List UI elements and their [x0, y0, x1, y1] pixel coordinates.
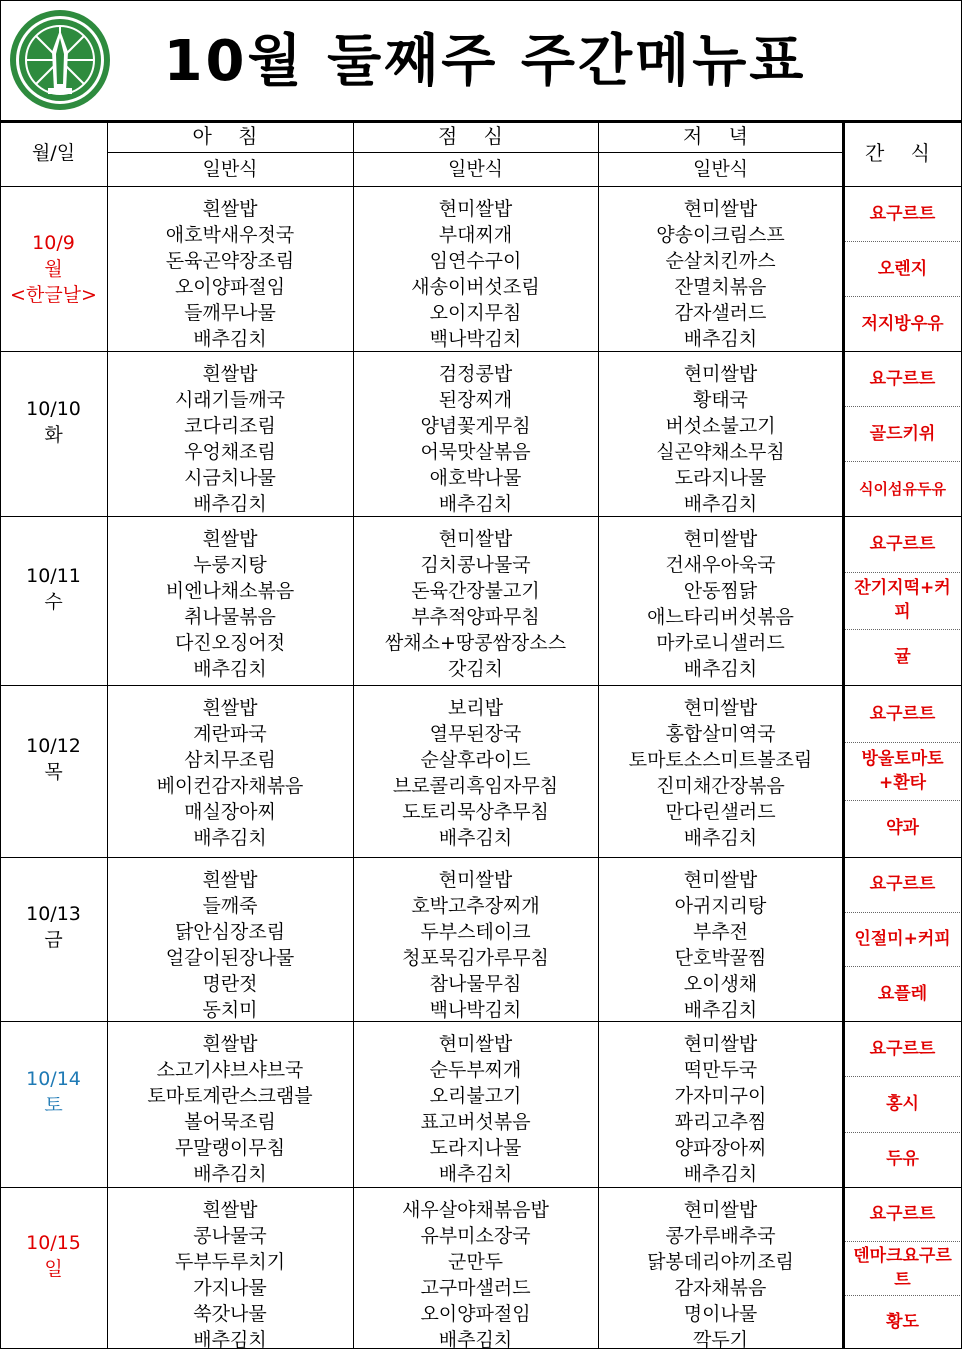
menu-item: 배추김치 — [438, 493, 513, 515]
menu-item: 호박고추장찌개 — [411, 895, 540, 917]
menu-item: 단호박꿀찜 — [674, 947, 767, 969]
menu-item: 흰쌀밥 — [202, 697, 258, 719]
menu-item: 만다린샐러드 — [665, 801, 776, 823]
menu-item: 콩나물국 — [193, 1225, 267, 1247]
menu-item: 베이컨감자채볶음 — [156, 775, 304, 797]
menu-item: 취나물볶음 — [184, 606, 276, 628]
snack-item: 요플레 — [877, 983, 928, 1004]
menu-item: 현미쌀밥 — [683, 1033, 758, 1055]
menu-item: 오이양파절임 — [174, 276, 286, 298]
snack-item: 식이섬유두유 — [859, 479, 946, 498]
breakfast-cell — [107, 695, 353, 857]
lunch-cell — [353, 695, 598, 857]
menu-item: 흰쌀밥 — [202, 1033, 258, 1055]
date-date: 10/12 — [26, 735, 81, 757]
menu-item: 오리불고기 — [429, 1085, 522, 1107]
snack-item: 오렌지 — [877, 258, 928, 279]
menu-item: 오이지무침 — [429, 302, 522, 324]
menu-item: 실곤약채소무침 — [656, 441, 785, 463]
snack-item: 인절미+커피 — [854, 928, 951, 949]
menu-item: 깍두기 — [692, 1329, 749, 1351]
menu-item: 명이나물 — [683, 1303, 758, 1325]
menu-item: 청포묵김가루무침 — [402, 947, 549, 969]
snack-item: 요구르트 — [869, 1204, 936, 1224]
menu-item: 버섯소불고기 — [665, 415, 776, 437]
menu-item: 양송이크림스프 — [656, 224, 785, 246]
breakfast-cell — [107, 361, 353, 516]
snack-column-header: 간 식 — [865, 141, 940, 165]
menu-item: 배추김치 — [193, 827, 267, 849]
meal-header-0: 아 침 — [192, 124, 268, 148]
date-weekday: 화 — [44, 423, 63, 446]
menu-item: 김치콩나물국 — [420, 554, 531, 576]
menu-item: 배추김치 — [193, 493, 267, 515]
menu-item: 잔멸치볶음 — [674, 276, 767, 298]
menu-item: 배추김치 — [683, 999, 758, 1021]
menu-item: 황태국 — [692, 389, 749, 411]
snack-item: 골드키위 — [869, 423, 936, 444]
breakfast-cell — [107, 867, 353, 1021]
breakfast-cell — [107, 1197, 353, 1349]
menu-item: 배추김치 — [193, 328, 267, 350]
menu-item: 떡만두국 — [683, 1059, 758, 1081]
dinner-cell — [598, 1197, 843, 1349]
menu-item: 감자채볶음 — [674, 1277, 767, 1299]
menu-item: 현미쌀밥 — [438, 198, 513, 220]
dinner-cell — [598, 526, 843, 685]
menu-item: 현미쌀밥 — [438, 869, 513, 891]
menu-item: 현미쌀밥 — [683, 363, 758, 385]
menu-item: 흰쌀밥 — [202, 528, 258, 550]
lunch-cell — [353, 196, 598, 351]
menu-item: 보리밥 — [447, 697, 504, 719]
menu-item: 돈육간장불고기 — [411, 580, 540, 602]
breakfast-cell — [107, 196, 353, 351]
snack-item: 잔기지떡+커피 — [854, 578, 951, 623]
menu-item: 도토리묵상추무침 — [402, 801, 549, 823]
menu-item: 우엉채조림 — [184, 441, 276, 463]
date-note: <한글날> — [10, 283, 97, 306]
lunch-cell — [353, 361, 598, 516]
date-date: 10/13 — [26, 903, 81, 925]
emblem-logo — [8, 8, 112, 112]
menu-item: 브로콜리흑임자무침 — [392, 775, 559, 797]
row-rule — [0, 186, 962, 187]
date-cell — [0, 516, 107, 685]
breakfast-cell — [107, 1031, 353, 1187]
snack-item: 귤 — [894, 646, 911, 667]
menu-item: 배추김치 — [438, 1329, 513, 1351]
menu-item: 코다리조림 — [184, 415, 276, 437]
menu-item: 배추김치 — [193, 1163, 267, 1185]
menu-item: 갓김치 — [447, 658, 504, 680]
menu-item: 두부두루치기 — [174, 1251, 286, 1273]
menu-item: 애호박새우젓국 — [165, 224, 295, 246]
menu-item: 얼갈이된장나물 — [165, 947, 295, 969]
menu-item: 배추김치 — [683, 493, 758, 515]
menu-item: 현미쌀밥 — [683, 528, 758, 550]
menu-item: 현미쌀밥 — [438, 1033, 513, 1055]
menu-item: 가지나물 — [193, 1277, 267, 1299]
dinner-cell — [598, 361, 843, 516]
row-rule — [0, 1187, 962, 1188]
lunch-cell — [353, 1197, 598, 1349]
date-date: 10/15 — [26, 1232, 81, 1254]
meal-subheader-0: 일반식 — [202, 158, 258, 180]
date-date: 10/10 — [26, 397, 81, 420]
menu-item: 배추김치 — [683, 1163, 758, 1185]
dinner-cell — [598, 867, 843, 1021]
menu-item: 고구마샐러드 — [420, 1277, 531, 1299]
menu-item: 도라지나물 — [674, 467, 767, 489]
lunch-cell — [353, 1031, 598, 1187]
date-weekday: 금 — [44, 929, 63, 951]
page-title: 10월 둘째주 주간메뉴표 — [163, 29, 807, 94]
menu-item: 오이생채 — [683, 973, 758, 995]
menu-item: 배추김치 — [683, 658, 758, 680]
menu-item: 마카로니샐러드 — [656, 632, 785, 654]
snack-item: 약과 — [886, 818, 919, 839]
menu-item: 두부스테이크 — [420, 921, 531, 943]
menu-item: 동치미 — [202, 999, 258, 1021]
menu-item: 표고버섯볶음 — [420, 1111, 531, 1133]
lunch-cell — [353, 526, 598, 685]
menu-item: 흰쌀밥 — [202, 869, 258, 891]
menu-item: 쌈채소+땅콩쌈장소스 — [384, 632, 567, 654]
menu-item: 현미쌀밥 — [683, 198, 758, 220]
date-cell — [0, 186, 107, 351]
snack-item: 요구르트 — [869, 203, 936, 224]
menu-item: 순살치킨까스 — [665, 250, 776, 272]
menu-item: 양파장아찌 — [674, 1137, 767, 1159]
menu-item: 백나박김치 — [429, 999, 522, 1021]
menu-item: 매실장아찌 — [184, 801, 276, 823]
menu-item: 시금치나물 — [184, 467, 276, 489]
menu-item: 순두부찌개 — [429, 1059, 522, 1081]
menu-item: 안동찜닭 — [683, 580, 758, 602]
menu-item: 닭봉데리야끼조림 — [647, 1251, 794, 1273]
date-column-header: 월/일 — [31, 142, 76, 164]
date-cell — [0, 685, 107, 857]
menu-item: 다진오징어젓 — [174, 632, 286, 654]
menu-item: 돈육곤약장조림 — [165, 250, 295, 272]
dinner-cell — [598, 695, 843, 857]
menu-item: 명란젓 — [202, 973, 258, 995]
date-cell — [0, 857, 107, 1021]
date-weekday: 수 — [44, 590, 63, 613]
date-date: 10/14 — [26, 1068, 81, 1090]
row-rule — [0, 857, 962, 858]
date-weekday: 월 — [44, 257, 63, 280]
menu-item: 닭안심장조림 — [174, 921, 286, 943]
snack-item: 덴마크요구르트 — [853, 1246, 952, 1290]
snack-item: 요구르트 — [869, 1038, 936, 1059]
snack-item: 요구르트 — [869, 703, 936, 724]
menu-item: 흰쌀밥 — [202, 363, 258, 385]
menu-item: 된장찌개 — [438, 389, 513, 411]
date-cell — [0, 351, 107, 516]
menu-item: 새우살야채볶음밥 — [402, 1199, 549, 1221]
menu-item: 들깨무나물 — [184, 302, 276, 324]
menu-item: 삼치무조림 — [184, 749, 276, 771]
meal-subheader-2: 일반식 — [692, 158, 749, 180]
snack-item: 저지방우유 — [861, 313, 944, 334]
menu-item: 소고기샤브샤브국 — [156, 1059, 304, 1081]
menu-item: 오이양파절임 — [420, 1303, 531, 1325]
menu-item: 현미쌀밥 — [683, 869, 758, 891]
menu-item: 배추김치 — [438, 1163, 513, 1185]
menu-item: 토마토계란스크램블 — [147, 1085, 313, 1107]
menu-item: 감자샐러드 — [674, 302, 767, 324]
lunch-cell — [353, 867, 598, 1021]
date-cell — [0, 1021, 107, 1187]
date-date: 10/11 — [26, 564, 81, 587]
menu-item: 계란파국 — [193, 723, 267, 745]
menu-item: 토마토소스미트볼조림 — [628, 749, 813, 771]
menu-item: 배추김치 — [683, 827, 758, 849]
menu-item: 아귀지리탕 — [674, 895, 767, 917]
meal-subheader-1: 일반식 — [447, 158, 504, 180]
menu-item: 부대찌개 — [438, 224, 513, 246]
menu-item: 꽈리고추찜 — [674, 1111, 767, 1133]
menu-item: 유부미소장국 — [420, 1225, 531, 1247]
snack-item: 요구르트 — [869, 368, 936, 389]
menu-item: 현미쌀밥 — [438, 528, 513, 550]
menu-item: 배추김치 — [193, 1329, 267, 1351]
menu-item: 부추전 — [692, 921, 749, 943]
menu-item: 어묵맛살볶음 — [420, 441, 531, 463]
date-date: 10/9 — [32, 231, 75, 254]
menu-item: 흰쌀밥 — [202, 198, 258, 220]
menu-item: 열무된장국 — [429, 723, 522, 745]
meal-header-1: 점 심 — [438, 124, 513, 148]
menu-item: 콩가루배추국 — [665, 1225, 776, 1247]
menu-item: 현미쌀밥 — [683, 1199, 758, 1221]
dinner-cell — [598, 1031, 843, 1187]
snack-item: 두유 — [886, 1149, 919, 1170]
menu-item: 쑥갓나물 — [193, 1303, 267, 1325]
snack-item: 황도 — [886, 1312, 919, 1332]
menu-item: 홍합살미역국 — [665, 723, 776, 745]
breakfast-cell — [107, 526, 353, 685]
menu-item: 임연수구이 — [429, 250, 522, 272]
date-cell — [0, 1187, 107, 1349]
menu-item: 들깨죽 — [202, 895, 258, 917]
menu-item: 비엔나채소볶음 — [165, 580, 295, 602]
menu-item: 배추김치 — [438, 827, 513, 849]
snack-item: 요구르트 — [869, 874, 936, 895]
menu-item: 배추김치 — [683, 328, 758, 350]
date-weekday: 일 — [44, 1258, 63, 1280]
menu-item: 볼어묵조림 — [184, 1111, 276, 1133]
snack-item: 홍시 — [886, 1093, 919, 1114]
dinner-cell — [598, 196, 843, 351]
menu-item: 군만두 — [447, 1251, 504, 1273]
menu-item: 무말랭이무침 — [174, 1137, 286, 1159]
menu-item: 가자미구이 — [674, 1085, 767, 1107]
menu-item: 시래기들깨국 — [174, 389, 286, 411]
date-weekday: 목 — [44, 761, 63, 783]
date-weekday: 토 — [44, 1094, 63, 1116]
menu-item: 참나물무침 — [429, 973, 522, 995]
menu-item: 애느타리버섯볶음 — [647, 606, 794, 628]
snack-item: 요구르트 — [869, 534, 936, 555]
menu-item: 새송이버섯조림 — [411, 276, 540, 298]
menu-item: 현미쌀밥 — [683, 697, 758, 719]
menu-item: 백나박김치 — [429, 328, 522, 350]
menu-item: 진미채간장볶음 — [656, 775, 785, 797]
menu-item: 부추적양파무침 — [411, 606, 540, 628]
menu-item: 검정콩밥 — [438, 363, 513, 385]
menu-item: 애호박나물 — [429, 467, 522, 489]
header — [0, 0, 962, 118]
row-rule — [0, 685, 962, 686]
menu-item: 양념꽃게무침 — [420, 415, 531, 437]
menu-item: 배추김치 — [193, 658, 267, 680]
menu-item: 순살후라이드 — [420, 749, 531, 771]
menu-item: 도라지나물 — [429, 1137, 522, 1159]
menu-item: 건새우아욱국 — [665, 554, 776, 576]
menu-item: 흰쌀밥 — [202, 1199, 258, 1221]
snack-item: 방울토마토+환타 — [861, 748, 944, 793]
meal-header-2: 저 녁 — [683, 124, 758, 148]
menu-item: 누룽지탕 — [193, 554, 267, 576]
